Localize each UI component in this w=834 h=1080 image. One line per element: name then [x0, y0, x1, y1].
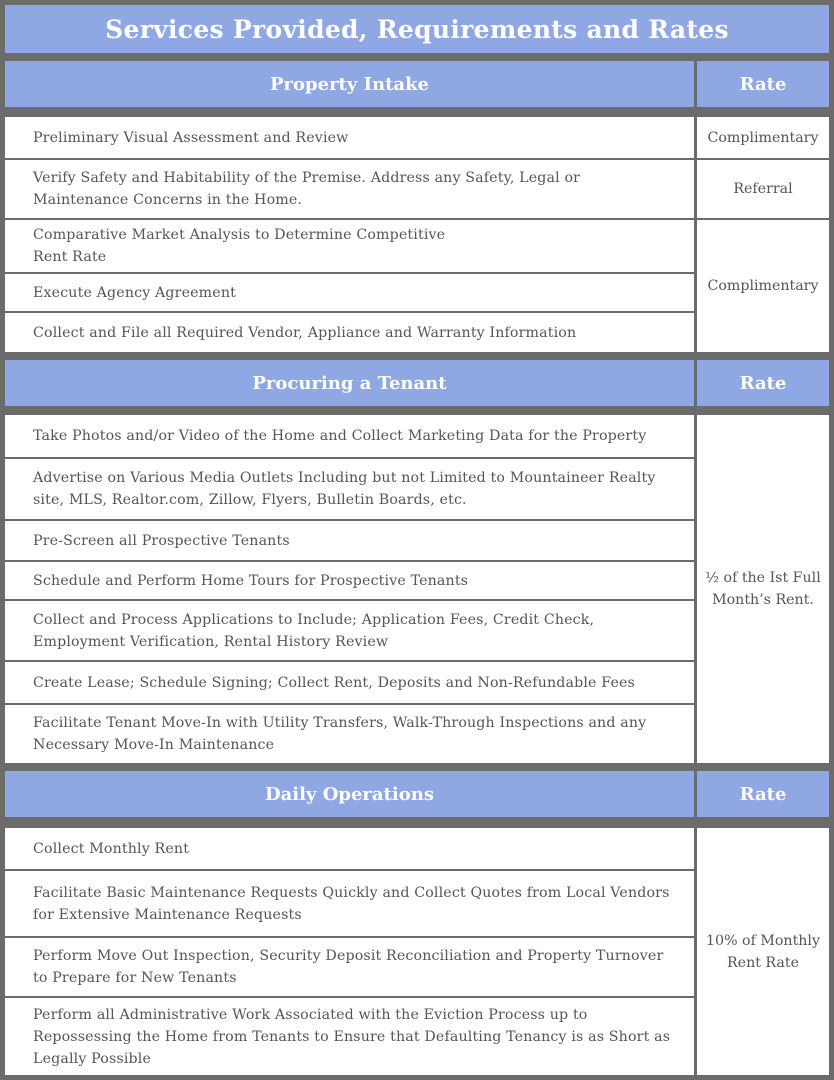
service-row: Comparative Market Analysis to Determine Competitive Rent Rate	[5, 220, 694, 272]
section-header-daily-operations: Daily Operations	[5, 771, 694, 817]
service-row: Advertise on Various Media Outlets Including but not Limited to Mountaineer Realty site, MLS, Realtor.com, Zillow, Flyers, Bulletin Boards, etc.	[5, 459, 694, 519]
service-row: Perform Move Out Inspection, Security Deposit Reconciliation and Property Turnover to Prepare for New Tenants	[5, 938, 694, 996]
service-row: Take Photos and/or Video of the Home and Collect Marketing Data for the Property	[5, 415, 694, 457]
service-row: Preliminary Visual Assessment and Review	[5, 117, 694, 158]
rate-cell: 10% of Monthly Rent Rate	[697, 828, 829, 1075]
rate-header-property-intake: Rate	[697, 61, 829, 107]
service-row: Facilitate Tenant Move-In with Utility Transfers, Walk-Through Inspections and any Necessary Move-In Maintenance	[5, 705, 694, 763]
section-header-procuring-tenant: Procuring a Tenant	[5, 360, 694, 406]
service-row: Schedule and Perform Home Tours for Prospective Tenants	[5, 562, 694, 599]
service-row: Pre-Screen all Prospective Tenants	[5, 521, 694, 560]
service-row: Collect Monthly Rent	[5, 828, 694, 869]
service-row: Facilitate Basic Maintenance Requests Quickly and Collect Quotes from Local Vendors for Extensive Maintenance Requests	[5, 871, 694, 936]
service-row: Collect and File all Required Vendor, Appliance and Warranty Information	[5, 313, 694, 352]
rate-header-daily-operations: Rate	[697, 771, 829, 817]
service-row: Verify Safety and Habitability of the Premise. Address any Safety, Legal or Maintenance Concerns in the Home.	[5, 160, 694, 218]
rate-header-procuring-tenant: Rate	[697, 360, 829, 406]
page-title: Services Provided, Requirements and Rates	[5, 5, 829, 53]
service-row: Collect and Process Applications to Include; Application Fees, Credit Check, Employment Verification, Rental History Review	[5, 601, 694, 660]
service-row: Execute Agency Agreement	[5, 274, 694, 311]
rate-cell: Referral	[697, 160, 829, 218]
rate-cell: Complimentary	[697, 117, 829, 158]
service-row: Create Lease; Schedule Signing; Collect Rent, Deposits and Non-Refundable Fees	[5, 662, 694, 703]
rate-cell: ½ of the Ist Full Month’s Rent.	[697, 415, 829, 763]
section-header-property-intake: Property Intake	[5, 61, 694, 107]
service-row: Perform all Administrative Work Associated with the Eviction Process up to Repossessing the Home from Tenants to Ensure that Defaulting Tenancy is as Short as Legally Possible	[5, 998, 694, 1075]
rate-cell: Complimentary	[697, 220, 829, 352]
